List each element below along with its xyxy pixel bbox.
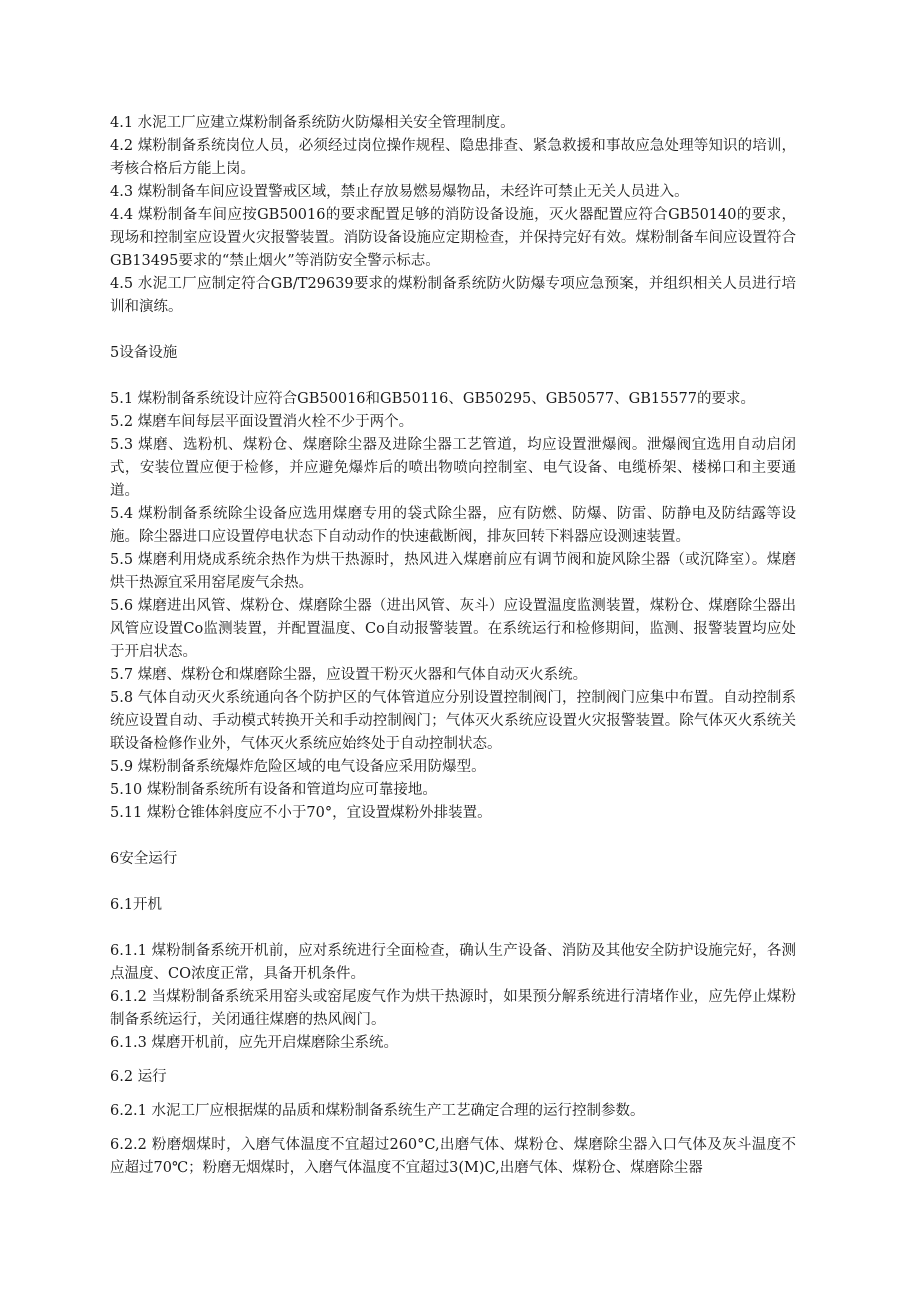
clause-5-4: 5.4 煤粉制备系统除尘设备应选用煤磨专用的袋式除尘器，应有防燃、防爆、防雷、防静电及防结露等设施。除尘器进口应设置停电状态下自动动作的快速截断阀，排灰回转下料器应设测速装置。 — [110, 506, 796, 545]
clause-6-1-1: 6.1.1 煤粉制备系统开机前，应对系统进行全面检查，确认生产设备、消防及其他安全防护设施完好，各测点温度、CO浓度正常，具备开机条件。 — [110, 943, 796, 982]
clause-6-1-2: 6.1.2 当煤粉制备系统采用窑头或窑尾废气作为烘干热源时，如果预分解系统进行清堵作业，应先停止煤粉制备系统运行，关闭通往煤磨的热风阀门。 — [110, 989, 796, 1028]
clause-5-7: 5.7 煤磨、煤粉仓和煤磨除尘器，应设置干粉灭火器和气体自动灭火系统。 — [110, 667, 588, 683]
clause-5-10: 5.10 煤粉制备系统所有设备和管道均应可靠接地。 — [110, 782, 437, 798]
clause-6-2-2: 6.2.2 粉磨烟煤时，入磨气体温度不宜超过260°C,出磨气体、煤粉仓、煤磨除尘器入口气体及灰斗温度不应超过70℃；粉磨无烟煤时，入磨气体温度不宜超过3(M)C,出磨气体、煤粉仓、煤磨除尘器 — [110, 1137, 796, 1176]
clause-5-6: 5.6 煤磨进出风管、煤粉仓、煤磨除尘器（进出风管、灰斗）应设置温度监测装置，煤粉仓、煤磨除尘器出风管应设置Co监测装置，并配置温度、Co自动报警装置。在系统运行和检修期间，监测、报警装置均应处于开启状态。 — [110, 598, 796, 660]
section-heading-6: 6安全运行 — [110, 851, 178, 867]
clause-4-2: 4.2 煤粉制备系统岗位人员，必须经过岗位操作规程、隐患排查、紧急救援和事故应急处理等知识的培训，考核合格后方能上岗。 — [110, 138, 796, 177]
subsection-heading-6-1: 6.1开机 — [110, 897, 163, 913]
clause-5-2: 5.2 煤磨车间每层平面设置消火栓不少于两个。 — [110, 414, 414, 430]
clause-4-1: 4.1 水泥工厂应建立煤粉制备系统防火防爆相关安全管理制度。 — [110, 115, 515, 131]
clause-4-3: 4.3 煤粉制备车间应设置警戒区域，禁止存放易燃易爆物品，未经许可禁止无关人员进入。 — [110, 184, 689, 200]
clause-5-3: 5.3 煤磨、选粉机、煤粉仓、煤磨除尘器及进除尘器工艺管道，均应设置泄爆阀。泄爆阀宜选用自动启闭式，安装位置应便于检修，并应避免爆炸后的喷出物喷向控制室、电气设备、电缆桥架、楼梯口和主要通道。 — [110, 437, 796, 499]
clause-4-4: 4.4 煤粉制备车间应按GB50016的要求配置足够的消防设备设施，灭火器配置应符合GB50140的要求，现场和控制室应设置火灾报警装置。消防设备设施应定期检查，并保持完好有效。煤粉制备车间应设置符合GB13495要求的“禁止烟火”等消防安全警示标志。 — [110, 207, 796, 269]
clause-5-11: 5.11 煤粉仓锥体斜度应不小于70°，宜设置煤粉外排装置。 — [110, 805, 492, 821]
document-body — [110, 112, 796, 1180]
subsection-heading-6-2: 6.2 运行 — [110, 1069, 167, 1085]
clause-5-5: 5.5 煤磨利用烧成系统余热作为烘干热源时，热风进入煤磨前应有调节阀和旋风除尘器（或沉降室）。煤磨烘干热源宜采用窑尾废气余热。 — [110, 552, 796, 591]
clause-5-9: 5.9 煤粉制备系统爆炸危险区域的电气设备应采用防爆型。 — [110, 759, 486, 775]
clause-4-5: 4.5 水泥工厂应制定符合GB/T29639要求的煤粉制备系统防火防爆专项应急预案，并组织相关人员进行培训和演练。 — [110, 276, 796, 315]
clause-6-2-1: 6.2.1 水泥工厂应根据煤的品质和煤粉制备系统生产工艺确定合理的运行控制参数。 — [110, 1103, 645, 1119]
clause-5-8: 5.8 气体自动灭火系统通向各个防护区的气体管道应分别设置控制阀门，控制阀门应集中布置。自动控制系统应设置自动、手动模式转换开关和手动控制阀门；气体灭火系统应设置火灾报警装置。除气体灭火系统关联设备检修作业外，气体灭火系统应始终处于自动控制状态。 — [110, 690, 796, 752]
clause-6-1-3: 6.1.3 煤磨开机前，应先开启煤磨除尘系统。 — [110, 1035, 399, 1051]
section-heading-5: 5设备设施 — [110, 345, 178, 361]
clause-5-1: 5.1 煤粉制备系统设计应符合GB50016和GB50116、GB50295、GB50577、GB15577的要求。 — [110, 391, 755, 407]
